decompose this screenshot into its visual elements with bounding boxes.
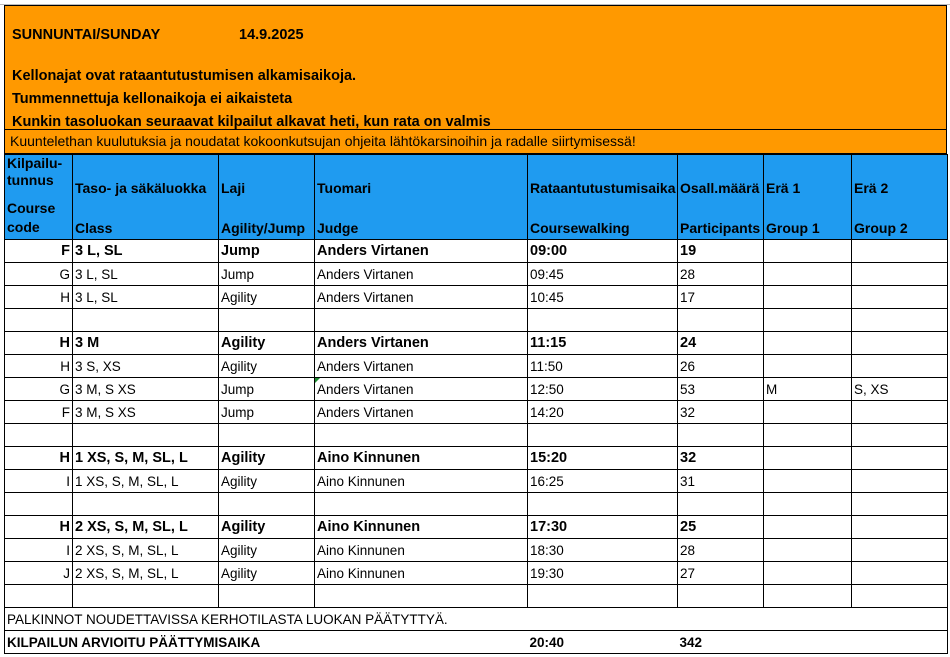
cell-code[interactable]: F [5,401,73,424]
header-group2-en[interactable]: Group 2 [852,199,948,240]
cell-participants[interactable] [678,493,764,516]
empty-row [5,424,948,447]
cell-code[interactable]: J [5,562,73,585]
cell-judge[interactable]: Anders Virtanen [315,332,528,355]
cell-code[interactable]: F [5,240,73,263]
cell-group2[interactable] [852,401,948,424]
cell-group2[interactable] [852,585,948,608]
cell-group2[interactable] [852,539,948,562]
note-1: Kellonajat ovat rataantutustumisen alkamisaikoja. [12,68,357,84]
cell-code[interactable]: H [5,355,73,378]
header-row-en [5,199,948,240]
cell-participants[interactable] [678,585,764,608]
cell-code[interactable]: I [5,470,73,493]
cell-event[interactable] [219,424,315,447]
cell-code[interactable]: H [5,286,73,309]
cell-event[interactable]: Agility [219,516,315,539]
footer-prizes-row [5,608,948,631]
cell-class[interactable] [73,493,219,516]
empty-row [5,493,948,516]
cell-participants[interactable]: 24 [678,332,764,355]
cell-code[interactable]: G [5,263,73,286]
cell-event[interactable] [219,493,315,516]
cell-participants[interactable]: 26 [678,355,764,378]
cell-event[interactable]: Jump [219,263,315,286]
cell-participants[interactable]: 31 [678,470,764,493]
cell-time[interactable]: 14:20 [528,401,678,424]
header-participants-fi[interactable]: Osall.määrä [678,155,764,200]
table-row [5,447,948,470]
cell-group1[interactable] [764,401,852,424]
header-participants-en[interactable]: Participants [678,199,764,240]
cell-participants[interactable]: 32 [678,447,764,470]
header-time-en[interactable]: Coursewalking [528,199,678,240]
cell-judge[interactable]: Aino Kinnunen [315,562,528,585]
table-row [5,355,948,378]
cell-event[interactable]: Agility [219,539,315,562]
cell-class[interactable]: 2 XS, S, M, SL, L [73,539,219,562]
cell-time[interactable] [528,493,678,516]
header-judge-fi[interactable]: Tuomari [315,155,528,200]
cell-class[interactable]: 2 XS, S, M, SL, L [73,562,219,585]
cell-group2[interactable] [852,263,948,286]
table-row [5,332,948,355]
header-group2-fi[interactable]: Erä 2 [852,155,948,200]
cell-event[interactable]: Jump [219,240,315,263]
cell-group2[interactable] [852,516,948,539]
header-code-fi[interactable]: Kilpailu- tunnus [5,155,73,200]
header-time-fi[interactable]: Rataantutustumisaika [528,155,678,200]
cell-event[interactable]: Jump [219,401,315,424]
cell-event[interactable]: Agility [219,286,315,309]
cell-class[interactable]: 3 S, XS [73,355,219,378]
cell-time[interactable]: 16:25 [528,470,678,493]
cell-group1[interactable] [764,332,852,355]
cell-group1[interactable] [764,516,852,539]
cell-group1[interactable] [764,424,852,447]
footer-end-row [5,631,948,654]
cell-participants[interactable]: 28 [678,263,764,286]
cell-group1[interactable] [764,470,852,493]
header-group1-fi[interactable]: Erä 1 [764,155,852,200]
cell-group2[interactable] [852,332,948,355]
cell-participants[interactable]: 17 [678,286,764,309]
cell-judge[interactable]: Aino Kinnunen [315,447,528,470]
table-row [5,240,948,263]
cell-class[interactable]: 1 XS, S, M, SL, L [73,470,219,493]
empty-row [5,585,948,608]
cell-code[interactable] [5,585,73,608]
table-row [5,263,948,286]
cell-time[interactable]: 10:45 [528,286,678,309]
cell-time[interactable]: 15:20 [528,447,678,470]
cell-group2[interactable]: S, XS [852,378,948,401]
cell-time[interactable]: 09:45 [528,263,678,286]
end-time-label[interactable]: KILPAILUN ARVIOITU PÄÄTTYMISAIKA [5,631,528,654]
cell-judge[interactable]: Anders Virtanen [315,263,528,286]
cell-judge[interactable]: Anders Virtanen [315,401,528,424]
cell-group2[interactable] [852,355,948,378]
cell-group1[interactable] [764,447,852,470]
cell-time[interactable]: 19:30 [528,562,678,585]
cell-time[interactable]: 11:15 [528,332,678,355]
cell-group1[interactable] [764,539,852,562]
end-time-value[interactable]: 20:40 [528,631,678,654]
schedule-table [4,154,948,654]
cell-event[interactable]: Agility [219,562,315,585]
cell-group1[interactable] [764,585,852,608]
note-2: Tummennettuja kellonaikoja ei aikaisteta [12,91,293,107]
empty-row [5,309,948,332]
cell-time[interactable]: 17:30 [528,516,678,539]
cell-group2[interactable] [852,240,948,263]
cell-code[interactable]: H [5,516,73,539]
cell-class[interactable] [73,585,219,608]
header-event-en[interactable]: Agility/Jump [219,199,315,240]
header-judge-en[interactable]: Judge [315,199,528,240]
cell-participants[interactable]: 27 [678,562,764,585]
header-class-fi[interactable]: Taso- ja säkäluokka [73,155,219,200]
cell-participants[interactable] [678,424,764,447]
cell-group1[interactable] [764,562,852,585]
cell-judge[interactable]: Aino Kinnunen [315,516,528,539]
table-row [5,286,948,309]
header-event-fi[interactable]: Laji [219,155,315,200]
cell-group2[interactable] [852,562,948,585]
table-row [5,539,948,562]
cell-time[interactable]: 12:50 [528,378,678,401]
header-block [4,5,947,129]
cell-event[interactable]: Jump [219,378,315,401]
table-row [5,401,948,424]
cell-participants[interactable] [678,309,764,332]
cell-group1[interactable] [764,240,852,263]
cell-group2[interactable] [852,447,948,470]
cell-judge[interactable]: Anders Virtanen [315,355,528,378]
cell-judge[interactable] [315,493,528,516]
cell-judge[interactable]: Anders Virtanen [315,286,528,309]
cell-class[interactable]: 3 M, S XS [73,401,219,424]
date-label: 14.9.2025 [239,27,304,43]
cell-class[interactable]: 3 L, SL [73,240,219,263]
spreadsheet [4,5,947,654]
cell-time[interactable]: 18:30 [528,539,678,562]
cell-event[interactable]: Agility [219,447,315,470]
cell-group2[interactable] [852,286,948,309]
cell-code[interactable] [5,493,73,516]
cell-group1[interactable] [764,355,852,378]
cell-event[interactable]: Agility [219,355,315,378]
note-3: Kunkin tasoluokan seuraavat kilpailut alkavat heti, kun rata on valmis [12,114,491,130]
prizes-note[interactable]: PALKINNOT NOUDETTAVISSA KERHOTILASTA LUOKAN PÄÄTYTTYÄ. [5,608,528,631]
cell-group2[interactable] [852,493,948,516]
total-participants[interactable]: 342 [678,631,764,654]
cell-class[interactable] [73,424,219,447]
cell-code[interactable]: H [5,332,73,355]
cell-judge[interactable] [315,424,528,447]
cell-event[interactable]: Agility [219,470,315,493]
cell-judge[interactable]: Anders Virtanen [315,240,528,263]
header-class-en[interactable]: Class [73,199,219,240]
cell-group1[interactable]: M [764,378,852,401]
cell-participants[interactable]: 25 [678,516,764,539]
cell-group1[interactable] [764,493,852,516]
cell-code[interactable] [5,424,73,447]
cell-class[interactable]: 1 XS, S, M, SL, L [73,447,219,470]
cell-event[interactable]: Agility [219,332,315,355]
cell-code[interactable]: G [5,378,73,401]
cell-judge[interactable]: Aino Kinnunen [315,539,528,562]
cell-code[interactable]: I [5,539,73,562]
cell-code[interactable] [5,309,73,332]
cell-code[interactable]: H [5,447,73,470]
cell-judge[interactable]: Aino Kinnunen [315,470,528,493]
table-row [5,470,948,493]
cell-class[interactable]: 3 M, S XS [73,378,219,401]
cell-group1[interactable] [764,309,852,332]
cell-class[interactable]: 3 L, SL [73,286,219,309]
cell-time[interactable] [528,424,678,447]
cell-class[interactable] [73,309,219,332]
table-row [5,562,948,585]
day-label: SUNNUNTAI/SUNDAY [12,27,161,43]
header-row-fi [5,155,948,200]
cell-event[interactable] [219,309,315,332]
cell-time[interactable] [528,309,678,332]
cell-group1[interactable] [764,263,852,286]
cell-time[interactable] [528,585,678,608]
cell-participants[interactable]: 19 [678,240,764,263]
cell-judge[interactable]: Anders Virtanen [315,378,528,401]
cell-judge[interactable] [315,585,528,608]
table-row [5,516,948,539]
cell-time[interactable]: 11:50 [528,355,678,378]
cell-judge[interactable] [315,309,528,332]
cell-participants[interactable]: 28 [678,539,764,562]
notice-row: Kuuntelethan kuulutuksia ja noudatat kokoonkutsujan ohjeita lähtökarsinoihin ja radalle siirtymisessä! [4,129,947,154]
cell-group2[interactable] [852,309,948,332]
cell-class[interactable]: 2 XS, S, M, SL, L [73,516,219,539]
cell-group2[interactable] [852,424,948,447]
header-code-en[interactable]: Course code [5,199,73,240]
table-row [5,378,948,401]
cell-event[interactable] [219,585,315,608]
cell-class[interactable]: 3 M [73,332,219,355]
cell-time[interactable]: 09:00 [528,240,678,263]
cell-class[interactable]: 3 L, SL [73,263,219,286]
cell-participants[interactable]: 32 [678,401,764,424]
cell-group2[interactable] [852,470,948,493]
cell-group1[interactable] [764,286,852,309]
header-group1-en[interactable]: Group 1 [764,199,852,240]
cell-participants[interactable]: 53 [678,378,764,401]
